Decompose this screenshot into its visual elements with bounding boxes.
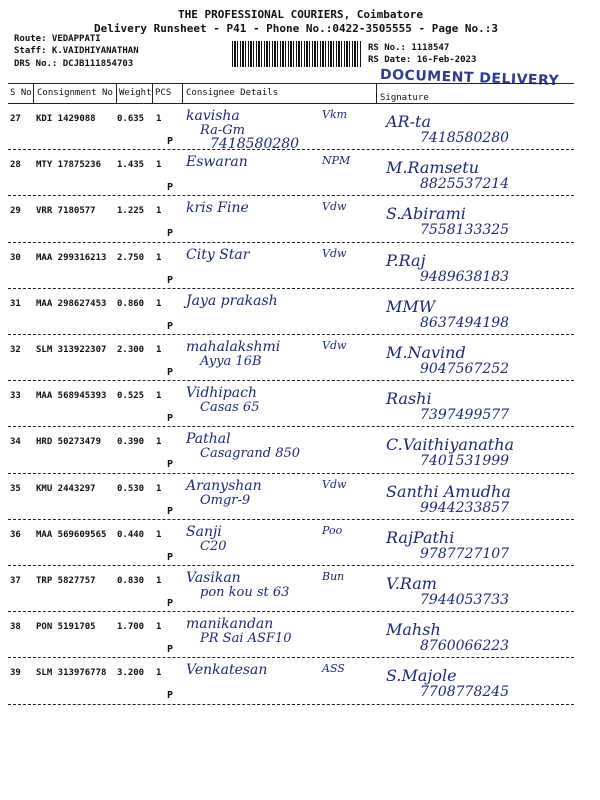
row-receiver-phone: 9047567252 — [420, 361, 510, 377]
row-signature: AR-ta — [386, 112, 431, 131]
row-receiver-phone: 7708778245 — [420, 684, 510, 701]
row-pcs: 1 — [156, 298, 162, 309]
row-pcs: 1 — [156, 668, 162, 679]
row-weight: 0.830 — [117, 576, 145, 586]
row-weight: 0.530 — [117, 483, 145, 494]
row-consignment-no: SLM 313922307 — [36, 345, 107, 355]
row-consignee-address: C20 — [200, 538, 227, 554]
row-pcs: 1 — [156, 345, 162, 355]
row-consignee-name: kavisha — [186, 108, 240, 124]
row-signature: Rashi — [386, 389, 432, 409]
row-consignee-name: City Star — [186, 246, 250, 263]
row-consignee-name: Jaya prakash — [186, 292, 278, 309]
row-divider — [8, 611, 574, 612]
row-receiver-phone: 8637494198 — [420, 314, 510, 331]
row-pcs: 1 — [156, 437, 162, 448]
row-consignee-name: Pathal — [186, 431, 231, 448]
row-weight: 0.860 — [117, 298, 145, 309]
col-header-consignment: Consignment No — [37, 88, 113, 98]
row-consignee-name: Venkatesan — [186, 662, 268, 679]
row-area-code: Vdw — [322, 246, 347, 260]
row-area-code: Vdw — [322, 339, 347, 352]
row-pcs: 1 — [156, 206, 162, 217]
row-divider — [8, 149, 574, 150]
table-top-rule — [8, 83, 574, 84]
row-divider — [8, 195, 574, 196]
table-header-rule — [8, 103, 574, 104]
row-weight: 0.390 — [117, 437, 145, 448]
row-p-mark: P — [167, 274, 174, 286]
row-sno: 35 — [10, 483, 21, 494]
row-consignment-no: MAA 299316213 — [36, 252, 107, 263]
row-sno: 28 — [10, 160, 21, 171]
row-divider — [8, 657, 574, 658]
row-p-mark: P — [167, 136, 174, 147]
row-signature: C.Vaithiyanatha — [386, 435, 515, 455]
drs-label: DRS No.: DCJB111854703 — [14, 59, 134, 69]
row-pcs: 1 — [156, 252, 162, 263]
row-signature: P.Raj — [386, 250, 426, 270]
row-pcs: 1 — [156, 160, 162, 171]
rs-date: RS Date: 16-Feb-2023 — [368, 55, 477, 65]
row-sno: 39 — [10, 668, 21, 679]
col-header-sno: S No — [10, 88, 32, 98]
row-weight: 0.635 — [117, 114, 145, 124]
row-consignee-name: Vasikan — [186, 570, 241, 586]
row-divider — [8, 473, 574, 474]
col-divider — [376, 83, 377, 103]
row-divider — [8, 242, 574, 243]
row-consignment-no: HRD 50273479 — [36, 437, 102, 448]
row-sno: 30 — [10, 252, 21, 263]
row-p-mark: P — [167, 551, 174, 563]
row-sno: 36 — [10, 529, 21, 540]
row-receiver-phone: 9489638183 — [420, 268, 510, 285]
row-consignment-no: VRR 7180577 — [36, 206, 96, 217]
row-consignment-no: KDI 1429088 — [36, 114, 96, 124]
row-area-code: Poo — [322, 523, 343, 537]
row-receiver-phone: 7397499577 — [420, 407, 510, 424]
row-pcs: 1 — [156, 576, 162, 586]
row-consignee-name: Vidhipach — [186, 385, 257, 402]
row-weight: 1.435 — [117, 160, 145, 171]
row-pcs: 1 — [156, 483, 162, 494]
row-divider — [8, 704, 574, 705]
row-weight: 0.440 — [117, 529, 145, 540]
row-area-code: Vkm — [322, 108, 348, 121]
row-pcs: 1 — [156, 622, 162, 633]
row-consignee-name: Aranyshan — [186, 477, 262, 494]
row-consignment-no: SLM 313976778 — [36, 668, 107, 679]
row-weight: 1.700 — [117, 622, 145, 633]
row-area-code: Bun — [322, 570, 345, 583]
row-signature: M.Ramsetu — [386, 158, 480, 178]
row-area-code: NPM — [322, 154, 351, 168]
col-divider — [182, 83, 183, 103]
document-delivery-stamp: DOCUMENT DELIVERY — [379, 66, 560, 90]
row-weight: 3.200 — [117, 668, 145, 679]
company-title: THE PROFESSIONAL COURIERS, Coimbatore — [178, 8, 424, 21]
row-sno: 33 — [10, 391, 21, 402]
row-p-mark: P — [167, 459, 174, 471]
row-consignment-no: MAA 568945393 — [36, 391, 107, 402]
row-divider — [8, 380, 574, 381]
row-receiver-phone: 9944233857 — [420, 499, 510, 516]
row-pcs: 1 — [156, 391, 162, 402]
col-header-pcs: PCS — [155, 88, 172, 98]
row-signature: M.Navind — [386, 343, 466, 362]
row-consignee-phone: 7418580280 — [210, 136, 300, 152]
staff-label: Staff: K.VAIDHIYANATHAN — [14, 46, 139, 56]
col-header-weight: Weight — [119, 88, 152, 98]
row-signature: Mahsh — [386, 620, 441, 640]
row-divider — [8, 519, 574, 520]
col-divider — [116, 83, 117, 103]
row-sno: 27 — [10, 114, 21, 124]
row-consignee-name: mahalakshmi — [186, 339, 281, 355]
row-p-mark: P — [167, 367, 174, 378]
row-sno: 38 — [10, 622, 21, 633]
row-receiver-phone: 7944053733 — [420, 592, 510, 608]
row-pcs: 1 — [156, 529, 162, 540]
row-divider — [8, 334, 574, 335]
col-divider — [152, 83, 153, 103]
row-area-code: Vdw — [322, 200, 347, 214]
row-consignment-no: MAA 569609565 — [36, 529, 107, 540]
row-receiver-phone: 8825537214 — [420, 176, 510, 193]
route-label: Route: VEDAPPATI — [14, 34, 101, 44]
row-sno: 31 — [10, 298, 21, 309]
row-sno: 29 — [10, 206, 21, 217]
row-divider — [8, 565, 574, 566]
row-receiver-phone: 7401531999 — [420, 453, 510, 470]
row-p-mark: P — [167, 644, 174, 656]
row-consignee-address: Casas 65 — [200, 400, 260, 416]
row-p-mark: P — [167, 598, 174, 609]
row-p-mark: P — [167, 182, 174, 194]
row-consignee-name: manikandan — [186, 616, 274, 633]
row-consignment-no: MTY 17875236 — [36, 160, 102, 171]
row-signature: Santhi Amudha — [386, 481, 511, 501]
row-divider — [8, 426, 574, 427]
row-signature: S.Majole — [386, 666, 457, 686]
row-p-mark: P — [167, 320, 174, 332]
row-consignee-address: pon kou st 63 — [200, 585, 290, 600]
row-consignee-address: Omgr-9 — [200, 492, 251, 508]
row-signature: RajPathi — [386, 527, 455, 547]
row-signature: V.Ram — [386, 574, 437, 593]
col-header-consignee: Consignee Details — [186, 88, 279, 98]
row-consignment-no: TRP 5827757 — [36, 576, 96, 586]
row-signature: MMW — [386, 296, 436, 316]
row-weight: 1.225 — [117, 206, 145, 217]
row-p-mark: P — [167, 505, 174, 517]
row-receiver-phone: 7418580280 — [420, 130, 510, 146]
row-consignee-name: Eswaran — [186, 154, 248, 171]
row-receiver-phone: 7558133325 — [420, 222, 510, 239]
rs-number: RS No.: 1118547 — [368, 43, 450, 53]
row-consignment-no: PON 5191705 — [36, 622, 96, 633]
col-divider — [33, 83, 34, 103]
row-consignee-address: PR Sai ASF10 — [200, 631, 292, 647]
row-consignment-no: KMU 2443297 — [36, 483, 96, 494]
row-p-mark: P — [167, 413, 174, 425]
row-divider — [8, 288, 574, 289]
row-sno: 32 — [10, 345, 21, 355]
row-sno: 37 — [10, 576, 21, 586]
row-weight: 0.525 — [117, 391, 145, 402]
row-signature: S.Abirami — [386, 204, 466, 224]
row-sno: 34 — [10, 437, 21, 448]
row-weight: 2.750 — [117, 252, 145, 263]
row-receiver-phone: 8760066223 — [420, 638, 510, 655]
row-consignee-address: Casagrand 850 — [200, 446, 301, 462]
col-header-signature: Signature — [380, 93, 429, 103]
row-consignee-address: Ra-Gm — [200, 123, 245, 138]
row-pcs: 1 — [156, 114, 162, 124]
row-area-code: Vdw — [322, 477, 347, 491]
row-consignee-name: kris Fine — [186, 200, 249, 217]
row-receiver-phone: 9787727107 — [420, 545, 510, 562]
barcode-image — [232, 41, 362, 67]
row-p-mark: P — [167, 690, 174, 702]
row-consignee-name: Sanji — [186, 523, 222, 540]
runsheet-subtitle: Delivery Runsheet - P41 - Phone No.:0422-3505555 - Page No.:3 — [94, 22, 498, 35]
row-weight: 2.300 — [117, 345, 145, 355]
row-consignee-address: Ayya 16B — [200, 354, 262, 369]
row-consignment-no: MAA 298627453 — [36, 298, 107, 309]
row-p-mark: P — [167, 228, 174, 240]
row-area-code: ASS — [322, 662, 345, 676]
